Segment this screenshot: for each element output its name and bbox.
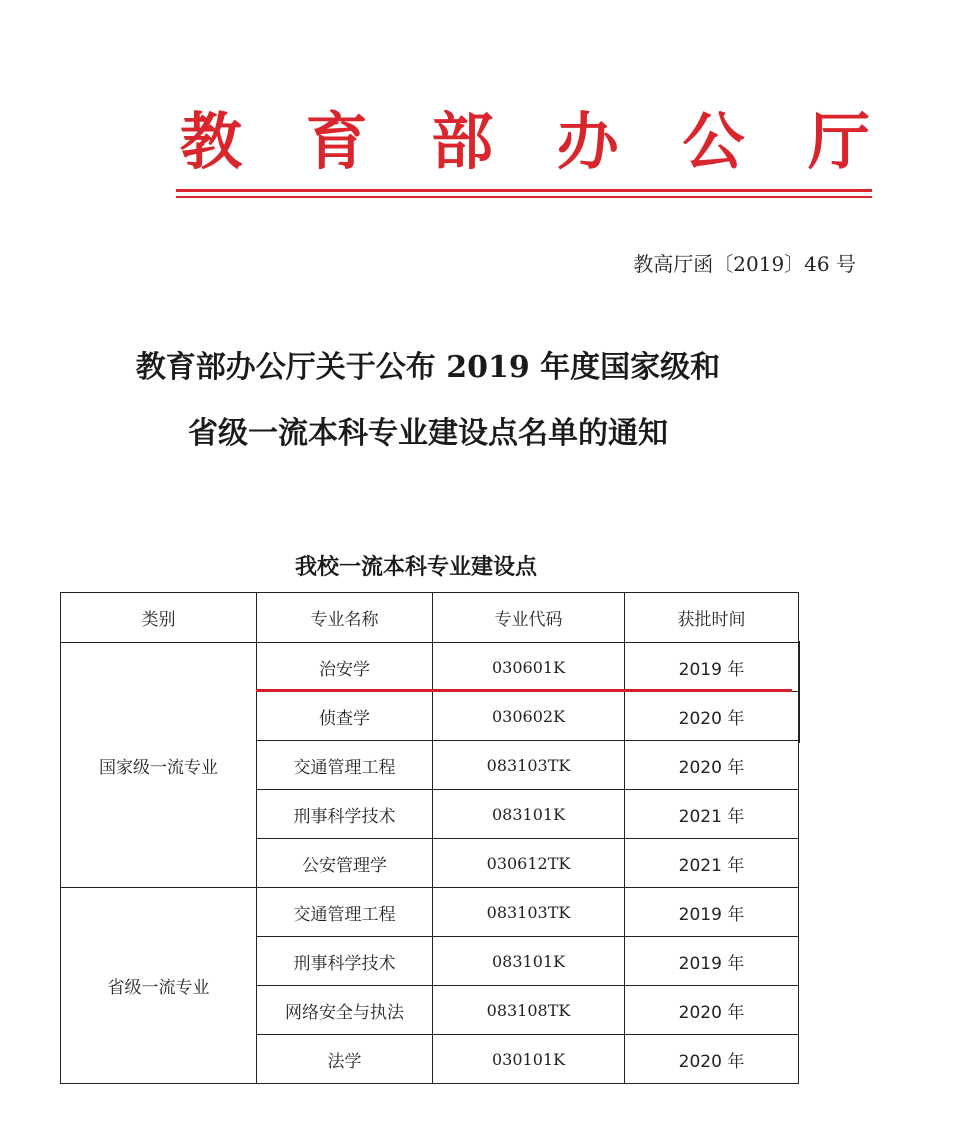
- major-code-cell: 083108TK: [433, 986, 625, 1035]
- approval-year-cell: 2021 年: [625, 839, 799, 888]
- major-name-cell: 交通管理工程: [257, 741, 433, 790]
- major-name-cell: 网络安全与执法: [257, 986, 433, 1035]
- major-code-cell: 030602K: [433, 692, 625, 741]
- major-code-cell: 083103TK: [433, 741, 625, 790]
- table-row: [61, 888, 799, 937]
- pasted-table-edge: [798, 641, 800, 743]
- major-code-cell: 030612TK: [433, 839, 625, 888]
- document-number: 教高厅函〔2019〕46 号: [633, 252, 856, 276]
- table-row: [61, 643, 799, 692]
- major-name-cell: 公安管理学: [257, 839, 433, 888]
- notice-title-line-2: 省级一流本科专业建设点名单的通知: [188, 416, 668, 451]
- header-major-name: 专业名称: [257, 593, 433, 643]
- major-name-cell: 交通管理工程: [257, 888, 433, 937]
- header-approval-time: 获批时间: [625, 593, 799, 643]
- major-name-cell: 法学: [257, 1035, 433, 1084]
- approval-year-cell: 2019 年: [625, 937, 799, 986]
- approval-year-cell: 2019 年: [625, 643, 799, 692]
- letterhead-char: 部: [431, 104, 494, 178]
- header-category: 类别: [61, 593, 257, 643]
- category-cell: 省级一流专业: [61, 888, 257, 1084]
- letterhead-char: 教: [180, 104, 243, 178]
- letterhead-char: 公: [682, 104, 745, 178]
- major-code-cell: 030601K: [433, 643, 625, 692]
- major-code-cell: 030101K: [433, 1035, 625, 1084]
- major-name-cell: 侦查学: [257, 692, 433, 741]
- approval-year-cell: 2019 年: [625, 888, 799, 937]
- major-name-cell: 治安学: [257, 643, 433, 692]
- letterhead-rule-top: [176, 189, 872, 192]
- header-major-code: 专业代码: [433, 593, 625, 643]
- approval-year-cell: 2020 年: [625, 986, 799, 1035]
- red-highlight-underline: [256, 689, 792, 692]
- approval-year-cell: 2020 年: [625, 1035, 799, 1084]
- letterhead-char: 育: [305, 104, 368, 178]
- approval-year-cell: 2021 年: [625, 790, 799, 839]
- major-name-cell: 刑事科学技术: [257, 790, 433, 839]
- major-code-cell: 083101K: [433, 937, 625, 986]
- approval-year-cell: 2020 年: [625, 741, 799, 790]
- table-caption: 我校一流本科专业建设点: [295, 555, 538, 580]
- notice-title-line-1: 教育部办公厅关于公布 2019 年度国家级和: [135, 350, 721, 385]
- letterhead: [180, 96, 870, 176]
- letterhead-char: 厅: [807, 104, 870, 178]
- approval-year-cell: 2020 年: [625, 692, 799, 741]
- major-code-cell: 083101K: [433, 790, 625, 839]
- table-header-row: [61, 593, 799, 643]
- majors-table: [60, 592, 799, 1084]
- major-name-cell: 刑事科学技术: [257, 937, 433, 986]
- letterhead-rule-bottom: [176, 196, 872, 198]
- major-code-cell: 083103TK: [433, 888, 625, 937]
- letterhead-char: 办: [556, 104, 619, 178]
- category-cell: 国家级一流专业: [61, 643, 257, 888]
